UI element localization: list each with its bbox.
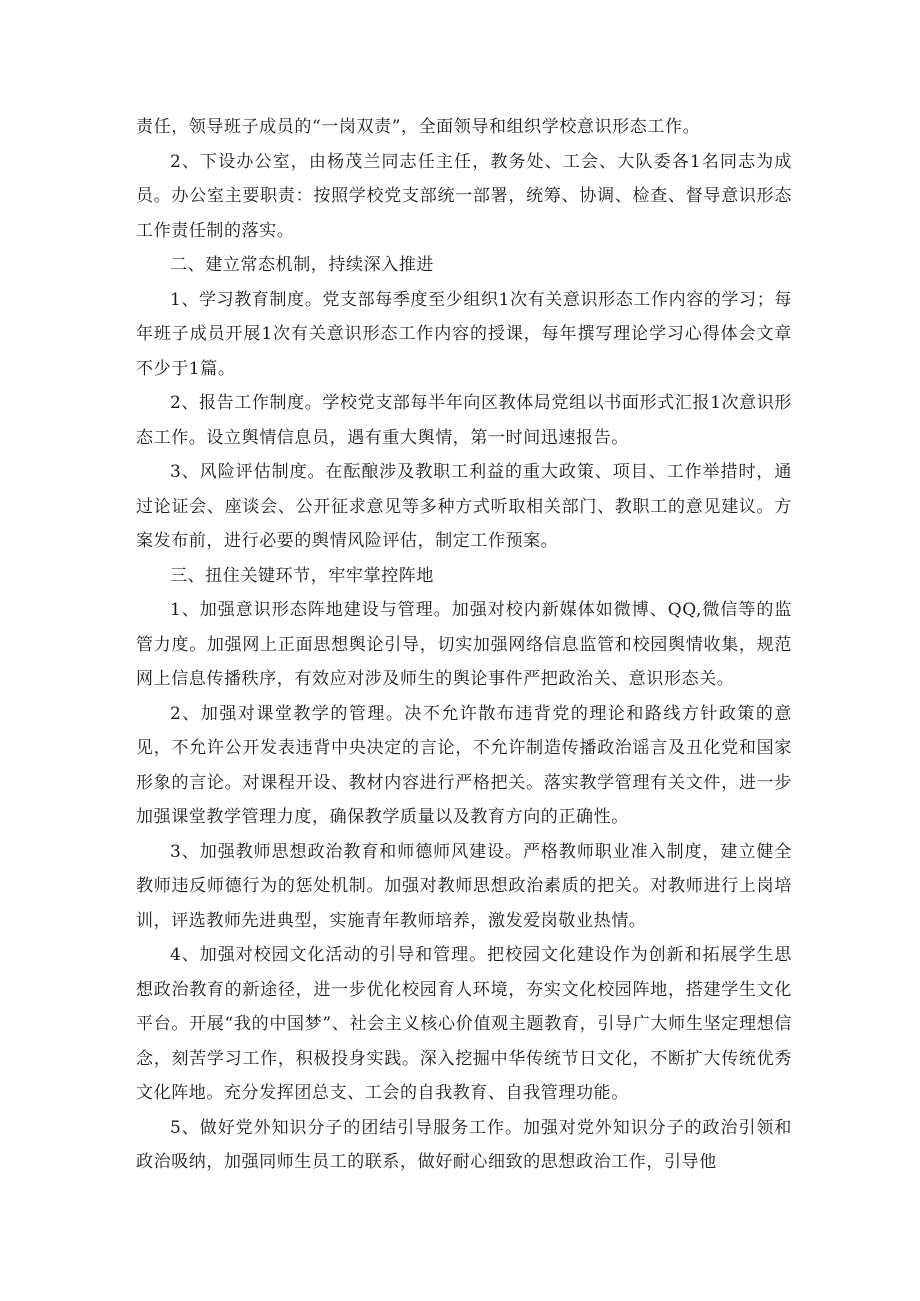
paragraph-risk-system: 3、风险评估制度。在酝酿涉及教职工利益的重大政策、项目、工作举措时，通过论证会、座谈会、公开征求意见等多种方式听取相关部门、教职工的意见建议。方案发布前，进行必要的舆情风险评估，制定工作预案。 [136, 462, 792, 551]
paragraph-campus-culture: 4、加强对校园文化活动的引导和管理。把校园文化建设作为创新和拓展学生思想政治教育的新途径，进一步优化校园育人环境，夯实文化校园阵地，搭建学生文化平台。开展“我的中国梦”、社会主义核心价值观主题教育，引导广大师生坚定理想信念，刻苦学习工作，积极投身实践。深入挖掘中华传统节日文化，不断扩大传统优秀文化阵地。充分发挥团总支、工会的自我教育、自我管理功能。 [136, 945, 792, 1103]
paragraph-classroom-management: 2、加强对课堂教学的管理。决不允许散布违背党的理论和路线方针政策的意见，不允许公开发表违背中央决定的言论，不允许制造传播政治谣言及丑化党和国家形象的言论。对课程开设、教材内容进行严格把关。落实教学管理有关文件，进一步加强课堂教学管理力度，确保教学质量以及教育方向的正确性。 [136, 703, 792, 827]
section-heading-2: 二、建立常态机制，持续深入推进 [170, 255, 434, 275]
paragraph-teacher-ethics: 3、加强教师思想政治教育和师德师风建设。严格教师职业准入制度，建立健全教师违反师德行为的惩处机制。加强对教师思想政治素质的把关。对教师进行上岗培训，评选教师先进典型，实施青年教师培养，激发爱岗敬业热情。 [136, 841, 792, 931]
paragraph-continuation: 责任，领导班子成员的“一岗双责”，全面领导和组织学校意识形态工作。 [136, 117, 701, 137]
paragraph-report-system: 2、报告工作制度。学校党支部每半年向区教体局党组以书面形式汇报1次意识形态工作。设立舆情信息员，遇有重大舆情，第一时间迅速报告。 [136, 393, 792, 448]
section-heading-3: 三、扭住关键环节，牢牢掌控阵地 [170, 565, 434, 586]
paragraph-non-party-intellectuals: 5、做好党外知识分子的团结引导服务工作。加强对党外知识分子的政治引领和政治吸纳，加强同师生员工的联系，做好耐心细致的思想政治工作，引导他 [136, 1117, 792, 1172]
paragraph-study-system: 1、学习教育制度。党支部每季度至少组织1次有关意识形态工作内容的学习；每年班子成员开展1次有关意识形态工作内容的授课，每年撰写理论学习心得体会文章不少于1篇。 [136, 289, 792, 379]
paragraph-office-setup: 2、下设办公室，由杨茂兰同志任主任，教务处、工会、大队委各1名同志为成员。办公室主要职责：按照学校党支部统一部署，统筹、协调、检查、督导意识形态工作责任制的落实。 [136, 151, 792, 241]
paragraph-position-management: 1、加强意识形态阵地建设与管理。加强对校内新媒体如微博、QQ,微信等的监管力度。加强网上正面思想舆论引导，切实加强网络信息监管和校园舆情收集，规范网上信息传播秩序，有效应对涉及师生的舆论事件严把政治关、意识形态关。 [136, 600, 792, 689]
document-body [136, 110, 792, 1180]
